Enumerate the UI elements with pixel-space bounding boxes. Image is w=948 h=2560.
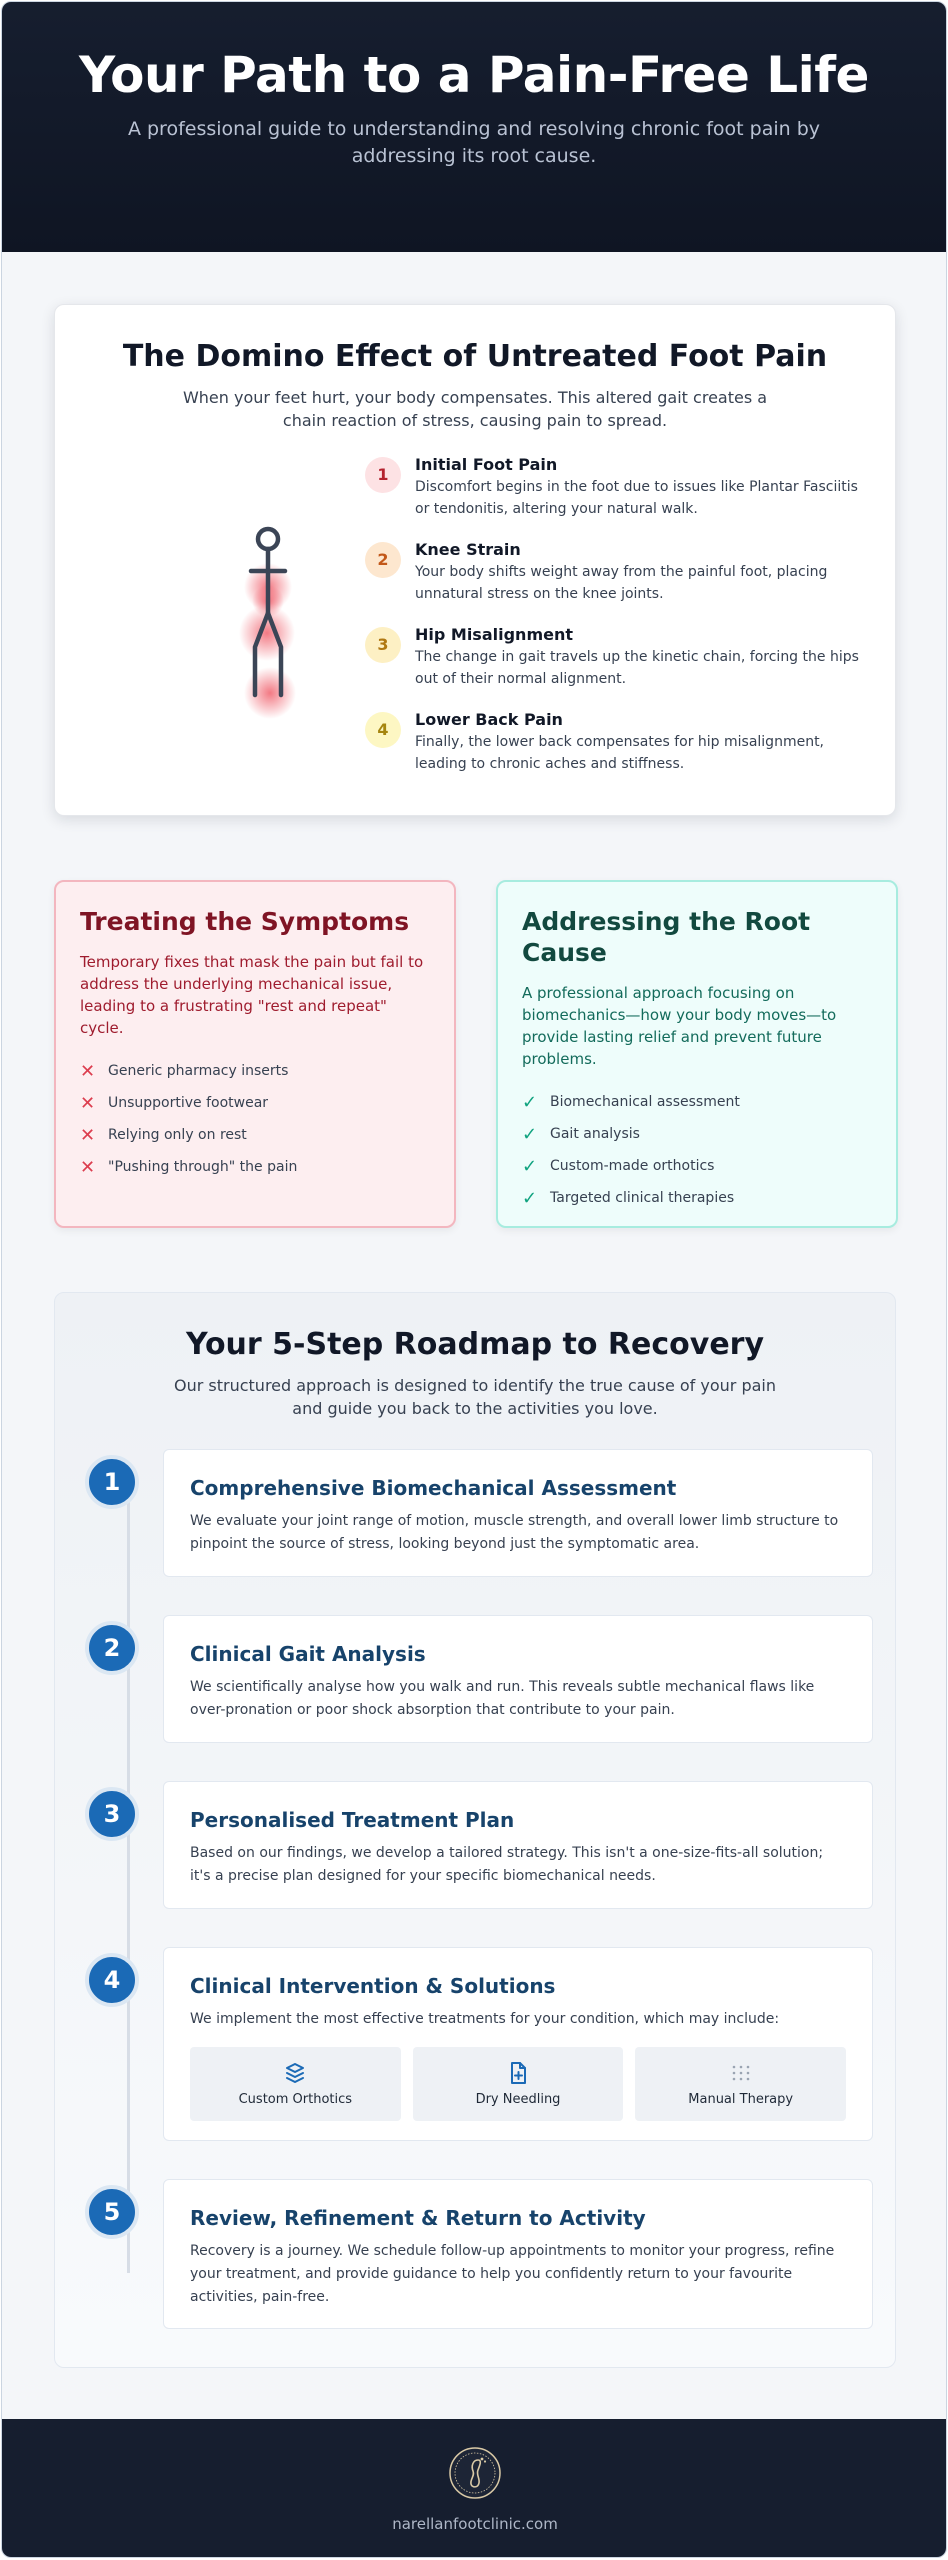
footer-website: narellanfootclinic.com — [392, 2515, 558, 2533]
step-number-badge: 1 — [365, 457, 401, 493]
treatment-label: Dry Needling — [475, 2091, 561, 2107]
roadmap-step-card — [163, 1947, 873, 2141]
step-description: Your body shifts weight away from the painful foot, placing unnatural stress on the knee joints. — [415, 564, 828, 602]
needle-file-icon — [506, 2062, 530, 2084]
root-cause-title: Addressing the Root Cause — [522, 907, 811, 967]
step-number-circle: 2 — [85, 1621, 139, 1675]
domino-title: The Domino Effect of Untreated Foot Pain — [122, 339, 828, 374]
roadmap-step-description: Recovery is a journey. We schedule follow-up appointments to monitor your progress, refine your treatment, and provide guidance to help you confidently return to your favourite activities, pain-free. — [190, 2243, 835, 2305]
foot-clinic-logo — [448, 2446, 502, 2500]
treatment-label: Manual Therapy — [688, 2091, 794, 2107]
symptoms-title: Treating the Symptoms — [80, 907, 410, 936]
step-title: Hip Misalignment — [415, 625, 573, 644]
x-icon: ✕ — [80, 1092, 96, 1114]
page-title: Your Path to a Pain-Free Life — [79, 46, 869, 104]
domino-steps-list — [365, 455, 865, 795]
roadmap-step-description: We scientifically analyse how you walk and run. This reveals subtle mechanical flaws like over-pronation or poor shock absorption that contribute to your pain. — [190, 1679, 815, 1718]
roadmap-step-card — [163, 1781, 873, 1909]
page-subtitle: A professional guide to understanding and resolving chronic foot pain by addressing its root cause. — [127, 118, 821, 167]
hero-header — [2, 2, 946, 252]
step-title: Lower Back Pain — [415, 710, 563, 729]
list-item — [522, 1182, 872, 1214]
domino-step — [365, 540, 865, 625]
step-number-badge: 4 — [365, 712, 401, 748]
step-number-circle: 1 — [85, 1455, 139, 1509]
roadmap-step-title: Review, Refinement & Return to Activity — [190, 2206, 646, 2230]
step-title: Knee Strain — [415, 540, 521, 559]
footer — [2, 2419, 947, 2558]
step-description: Discomfort begins in the foot due to issues like Plantar Fasciitis or tendonitis, altering your natural walk. — [415, 479, 858, 517]
list-item-label: Unsupportive footwear — [108, 1095, 269, 1111]
dots-grid-icon — [729, 2062, 753, 2084]
roadmap-step-title: Personalised Treatment Plan — [190, 1808, 515, 1832]
list-item — [80, 1151, 430, 1183]
list-item-label: Gait analysis — [550, 1126, 640, 1142]
list-item — [80, 1055, 430, 1087]
list-item — [80, 1119, 430, 1151]
list-item — [80, 1087, 430, 1119]
step-title: Initial Foot Pain — [415, 455, 558, 474]
roadmap-step-card — [163, 1449, 873, 1577]
x-icon: ✕ — [80, 1156, 96, 1178]
step-number-badge: 3 — [365, 627, 401, 663]
treatment-label: Custom Orthotics — [238, 2091, 353, 2107]
root-cause-list — [522, 1086, 872, 1214]
list-item-label: "Pushing through" the pain — [108, 1159, 298, 1175]
roadmap-step-title: Clinical Gait Analysis — [190, 1642, 426, 1666]
check-icon: ✓ — [522, 1123, 538, 1145]
step-number-circle: 4 — [85, 1953, 139, 2007]
step-number-circle: 5 — [85, 2185, 139, 2239]
roadmap-step-title: Clinical Intervention & Solutions — [190, 1974, 556, 1998]
orthotics-icon — [283, 2062, 307, 2084]
treating-symptoms-card — [54, 880, 456, 1228]
roadmap-step-title: Comprehensive Biomechanical Assessment — [190, 1476, 677, 1500]
root-cause-card — [496, 880, 898, 1228]
step-number-badge: 2 — [365, 542, 401, 578]
roadmap-step-description: We implement the most effective treatments for your condition, which may include: — [190, 2011, 780, 2027]
check-icon: ✓ — [522, 1091, 538, 1113]
roadmap-title: Your 5-Step Roadmap to Recovery — [185, 1327, 765, 1362]
domino-step — [365, 455, 865, 540]
x-icon: ✕ — [80, 1060, 96, 1082]
list-item-label: Custom-made orthotics — [550, 1158, 715, 1174]
list-item-label: Relying only on rest — [108, 1127, 247, 1143]
list-item — [522, 1086, 872, 1118]
check-icon: ✓ — [522, 1187, 538, 1209]
list-item-label: Targeted clinical therapies — [550, 1190, 735, 1206]
symptoms-list — [80, 1055, 430, 1183]
domino-step — [365, 625, 865, 710]
roadmap-step-card — [163, 2179, 873, 2329]
list-item-label: Generic pharmacy inserts — [108, 1063, 289, 1079]
stick-figure-pain-icon — [175, 515, 325, 725]
list-item-label: Biomechanical assessment — [550, 1094, 740, 1110]
roadmap-section — [54, 1292, 896, 2368]
roadmap-step-card — [163, 1615, 873, 1743]
treatment-tiles — [190, 2047, 846, 2121]
root-cause-description: A professional approach focusing on biomechanics—how your body moves—to provide lasting relief and prevent future problems. — [522, 984, 837, 1068]
check-icon: ✓ — [522, 1155, 538, 1177]
roadmap-step-description: We evaluate your joint range of motion, muscle strength, and overall lower limb structure to pinpoint the source of stress, looking beyond just the symptomatic area. — [190, 1513, 839, 1552]
symptoms-description: Temporary fixes that mask the pain but fail to address the underlying mechanical issue, leading to a frustrating "rest and repeat" cycle. — [80, 953, 424, 1037]
step-number-circle: 3 — [85, 1787, 139, 1841]
roadmap-step-description: Based on our findings, we develop a tailored strategy. This isn't a one-size-fits-all solution; it's a precise plan designed for your specific biomechanical needs. — [190, 1845, 824, 1884]
domino-step — [365, 710, 865, 795]
domino-effect-card — [54, 304, 896, 816]
infographic-page — [1, 1, 947, 2558]
treatment-tile-manual-therapy — [635, 2047, 846, 2121]
step-description: Finally, the lower back compensates for hip misalignment, leading to chronic aches and stiffness. — [415, 734, 825, 772]
step-description: The change in gait travels up the kinetic chain, forcing the hips out of their normal alignment. — [415, 649, 859, 687]
timeline-line — [127, 1483, 130, 2273]
treatment-tile-custom-orthotics — [190, 2047, 401, 2121]
roadmap-subtitle: Our structured approach is designed to identify the true cause of your pain and guide you back to the activities you love. — [174, 1376, 776, 1418]
list-item — [522, 1118, 872, 1150]
x-icon: ✕ — [80, 1124, 96, 1146]
list-item — [522, 1150, 872, 1182]
treatment-tile-dry-needling — [413, 2047, 624, 2121]
domino-subtitle: When your feet hurt, your body compensates. This altered gait creates a chain reaction of stress, causing pain to spread. — [182, 388, 768, 430]
